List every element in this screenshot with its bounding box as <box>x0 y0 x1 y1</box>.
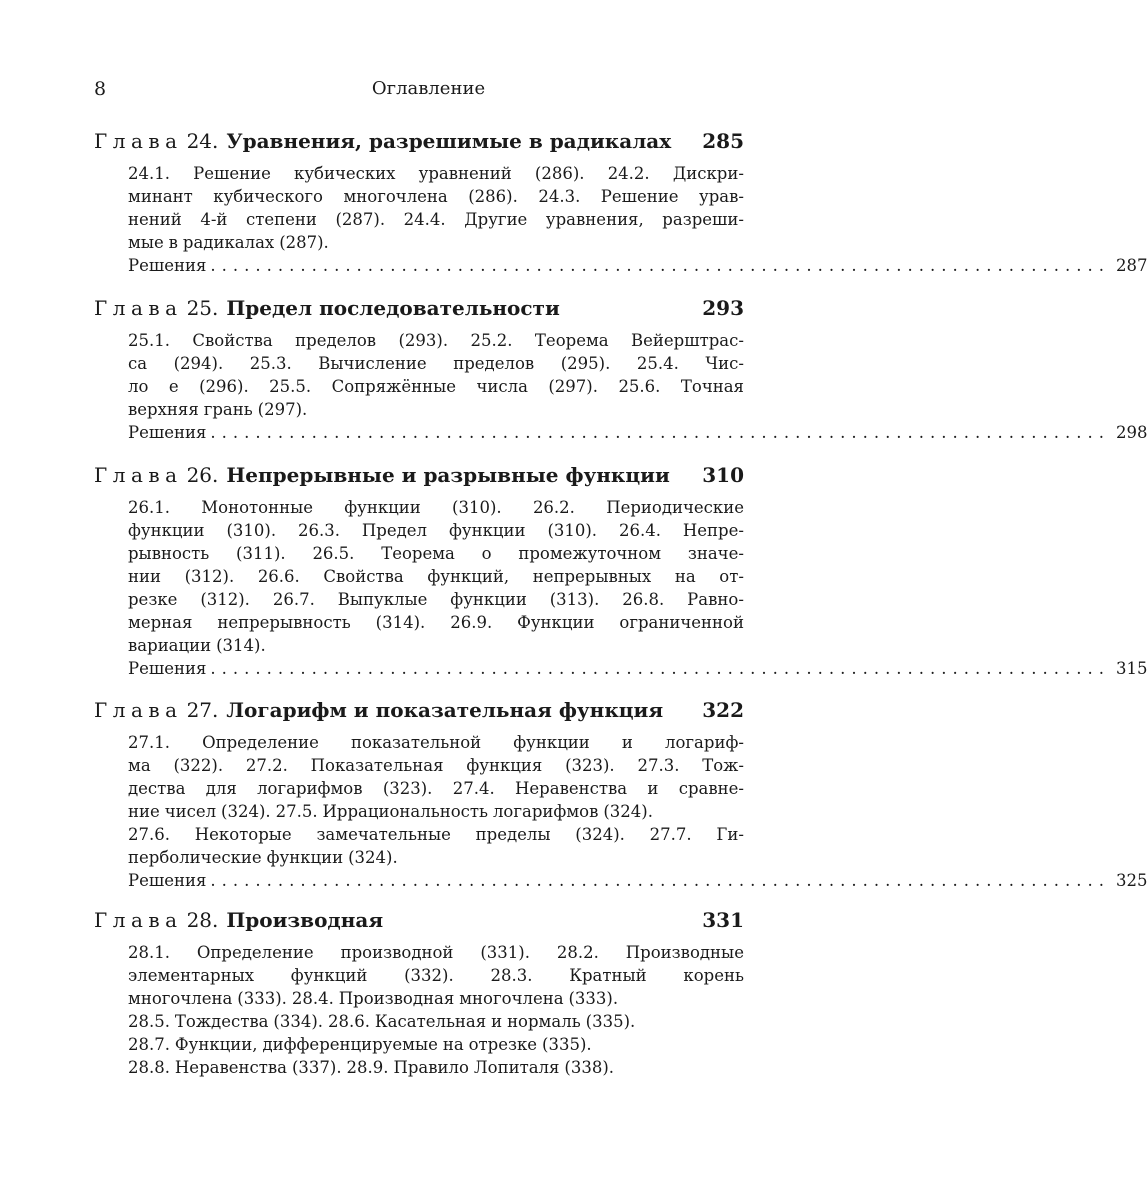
chapter-entry <box>94 295 1147 444</box>
chapter-heading[interactable] <box>94 462 744 488</box>
chapter-heading[interactable] <box>94 907 744 933</box>
section-line: функции (310). 26.3. Предел функции (310). 26.4. Непре- <box>128 521 744 540</box>
section-line: 26.1. Монотонные функции (310). 26.2. Периодические <box>128 498 744 517</box>
section-line: 24.1. Решение кубических уравнений (286). 24.2. Дискри- <box>128 164 744 183</box>
page-header-title: Оглавление <box>371 78 486 99</box>
leader-dots: ................................................................................ <box>210 256 1110 275</box>
section-line: ма (322). 27.2. Показательная функция (323). 27.3. Тож- <box>128 756 744 775</box>
chapter-label: Глава <box>94 296 183 320</box>
solutions-label: Решения <box>128 256 207 275</box>
solutions-label: Решения <box>128 871 207 890</box>
leader-dots: ................................................................................ <box>210 871 1110 890</box>
section-line: 28.8. Неравенства (337). 28.9. Правило Лопиталя (338). <box>128 1058 615 1077</box>
section-line: верхняя грань (297). <box>128 400 308 419</box>
section-line: 25.1. Свойства пределов (293). 25.2. Теорема Вейерштрас- <box>128 331 744 350</box>
chapter-title: Непрерывные и разрывные функции <box>226 463 670 487</box>
chapter-entry <box>94 697 1147 892</box>
chapter-title: Производная <box>226 908 384 932</box>
section-line: 28.5. Тождества (334). 28.6. Касательная и нормаль (335). <box>128 1012 636 1031</box>
section-line: дества для логарифмов (323). 27.4. Неравенства и сравне- <box>128 779 744 798</box>
solutions-page: 315 <box>1115 659 1147 678</box>
section-line: мые в радикалах (287). <box>128 233 329 252</box>
chapter-sections <box>128 329 744 421</box>
chapter-sections <box>128 162 744 254</box>
solutions-page: 325 <box>1115 871 1147 890</box>
chapter-label: Глава <box>94 129 183 153</box>
section-line: са (294). 25.3. Вычисление пределов (295). 25.4. Чис- <box>128 354 744 373</box>
chapter-number: 24. <box>186 129 219 153</box>
chapter-entry <box>94 128 1147 277</box>
chapter-heading[interactable] <box>94 128 744 154</box>
section-line: мерная непрерывность (314). 26.9. Функции ограниченной <box>128 613 744 632</box>
chapter-page: 322 <box>702 698 744 722</box>
chapter-heading[interactable] <box>94 295 744 321</box>
solutions-label: Решения <box>128 423 207 442</box>
chapter-title: Логарифм и показательная функция <box>226 698 664 722</box>
chapter-number: 28. <box>186 908 219 932</box>
chapter-number: 27. <box>186 698 219 722</box>
chapter-page: 331 <box>702 908 744 932</box>
solutions-page: 287 <box>1115 256 1147 275</box>
chapter-heading[interactable] <box>94 697 744 723</box>
section-line: резке (312). 26.7. Выпуклые функции (313). 26.8. Равно- <box>128 590 744 609</box>
section-line: нений 4-й степени (287). 24.4. Другие уравнения, разреши- <box>128 210 744 229</box>
chapter-title: Уравнения, разрешимые в радикалах <box>226 129 672 153</box>
chapter-page: 310 <box>702 463 744 487</box>
chapter-entry <box>94 907 744 1079</box>
solutions-entry[interactable] <box>128 421 1147 444</box>
chapter-label: Глава <box>94 698 183 722</box>
solutions-entry[interactable] <box>128 869 1147 892</box>
section-line: 28.1. Определение производной (331). 28.2. Производные <box>128 943 744 962</box>
chapter-number: 26. <box>186 463 219 487</box>
section-line: элементарных функций (332). 28.3. Кратный корень <box>128 966 744 985</box>
section-line: 27.1. Определение показательной функции и логариф- <box>128 733 744 752</box>
chapter-entry <box>94 462 1147 680</box>
section-line: перболические функции (324). <box>128 848 398 867</box>
solutions-entry[interactable] <box>128 657 1147 680</box>
leader-dots: ................................................................................ <box>210 423 1110 442</box>
section-line: 28.7. Функции, дифференцируемые на отрезке (335). <box>128 1035 592 1054</box>
chapter-sections <box>128 941 744 1079</box>
chapter-page: 285 <box>702 129 744 153</box>
chapter-label: Глава <box>94 908 183 932</box>
section-line: нии (312). 26.6. Свойства функций, непрерывных на от- <box>128 567 744 586</box>
section-line: ло e (296). 25.5. Сопряжённые числа (297). 25.6. Точная <box>128 377 744 396</box>
section-line: рывность (311). 26.5. Теорема о промежуточном значе- <box>128 544 744 563</box>
section-line: многочлена (333). 28.4. Производная многочлена (333). <box>128 989 619 1008</box>
section-line: вариации (314). <box>128 636 266 655</box>
page-number: 8 <box>94 78 107 100</box>
section-line: минант кубического многочлена (286). 24.3. Решение урав- <box>128 187 744 206</box>
solutions-label: Решения <box>128 659 207 678</box>
chapter-title: Предел последовательности <box>226 296 560 320</box>
chapter-label: Глава <box>94 463 183 487</box>
chapter-sections <box>128 496 744 657</box>
section-line: ние чисел (324). 27.5. Иррациональность логарифмов (324). <box>128 802 653 821</box>
solutions-entry[interactable] <box>128 254 1147 277</box>
chapter-number: 25. <box>186 296 219 320</box>
chapter-page: 293 <box>702 296 744 320</box>
leader-dots: ................................................................................ <box>210 659 1110 678</box>
chapter-sections <box>128 731 744 869</box>
section-line: 27.6. Некоторые замечательные пределы (324). 27.7. Ги- <box>128 825 744 844</box>
solutions-page: 298 <box>1115 423 1147 442</box>
